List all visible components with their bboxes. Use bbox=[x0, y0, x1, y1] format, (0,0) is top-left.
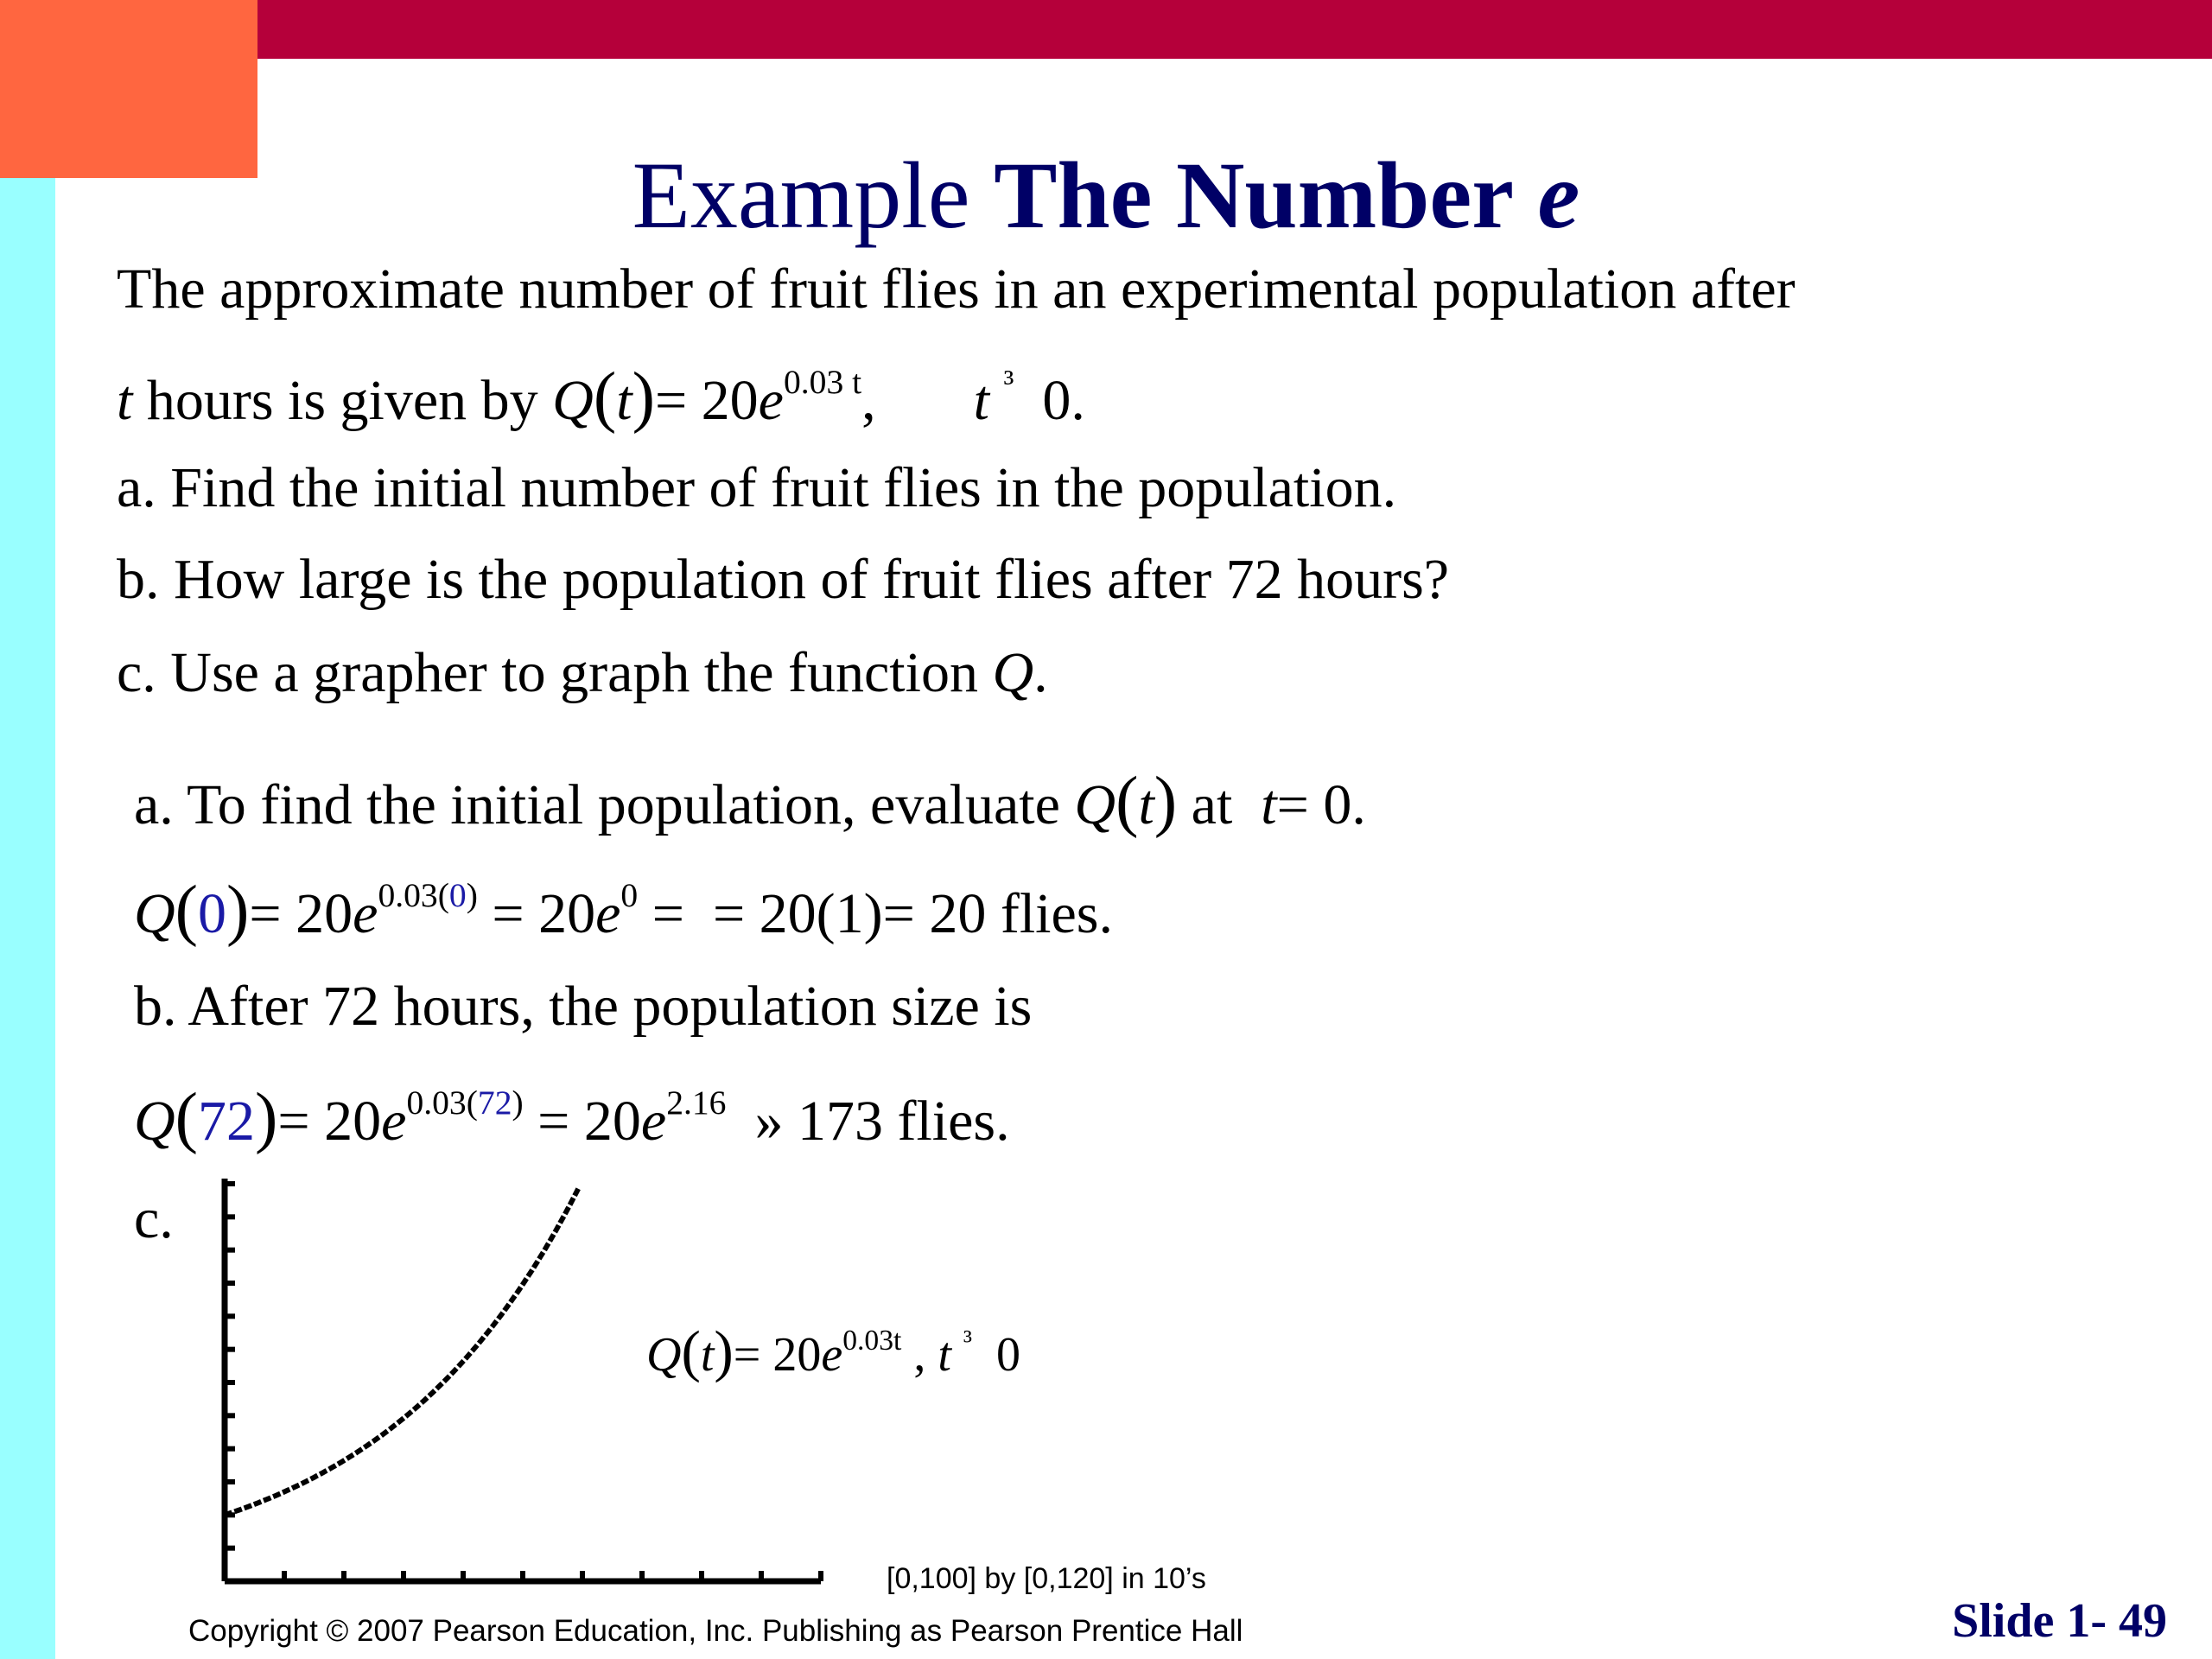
eq2-Q: Q bbox=[134, 1090, 175, 1153]
gl-zero: 0 bbox=[995, 1328, 1020, 1382]
solution-eq2: $Q(72)= 20e^{0.03(72)} = 20e^{2.16}$ » 173 flies. bbox=[134, 1079, 1010, 1155]
top-bar bbox=[0, 0, 2212, 59]
eq1-mid-exp: 0 bbox=[620, 876, 639, 914]
problem-intro-line1: The approximate number of fruit flies in an experimental population after bbox=[117, 257, 1796, 321]
exponent: 0.03 t bbox=[783, 363, 862, 401]
base-e: e bbox=[758, 369, 784, 432]
problem-c-end: . bbox=[1033, 641, 1048, 704]
title-italic: e bbox=[1537, 143, 1580, 248]
problem-c-var: Q bbox=[992, 641, 1034, 704]
solution-eq1: $Q(0)= 20e^{0.03(0)} = 20e^0$ = = 20(1)= 20 flies. bbox=[134, 872, 1113, 948]
sol-a-Q: Q bbox=[1074, 773, 1116, 836]
comma: , bbox=[861, 369, 876, 432]
title-bold: The Number bbox=[994, 143, 1515, 248]
gl-t2: t bbox=[938, 1328, 951, 1382]
eq1-e2: e bbox=[595, 882, 621, 945]
eq2-exp-arg: 72 bbox=[477, 1084, 512, 1122]
solution-a-intro: a. To find the initial population, evaluate Q(t) at t= 0. bbox=[134, 763, 1366, 839]
gl-e: e bbox=[821, 1328, 843, 1382]
func-Q: Q bbox=[552, 369, 594, 432]
sol-a-t2: t bbox=[1261, 773, 1277, 836]
eq2-mid-exp: 2.16 bbox=[666, 1084, 727, 1122]
solution-c-label: c. bbox=[134, 1187, 174, 1250]
copyright: Copyright © 2007 Pearson Education, Inc. Publishing as Pearson Prentice Hall bbox=[188, 1614, 1243, 1648]
gl-ge: ³ bbox=[963, 1325, 972, 1357]
solution-a-text: a. To find the initial population, evaluate bbox=[134, 773, 1075, 836]
eq1-exp-post: ) bbox=[466, 876, 478, 914]
gl-mid: = 20 bbox=[733, 1328, 822, 1382]
slide-title bbox=[0, 141, 2212, 251]
slide-number: Slide 1- 49 bbox=[1952, 1594, 2167, 1648]
eq2-approx: » bbox=[754, 1090, 784, 1153]
gl-comma: , bbox=[901, 1328, 938, 1382]
eq1-rest: = 20(1)= 20 flies. bbox=[712, 882, 1113, 945]
coef: 20 bbox=[701, 369, 759, 432]
func-arg: t bbox=[616, 369, 632, 432]
eq1-exp bbox=[378, 876, 477, 914]
var-t: t bbox=[117, 369, 133, 432]
ge-symbol: ³ bbox=[1003, 363, 1014, 401]
intro-text: hours is given by bbox=[132, 369, 553, 432]
graph-function-label: $Q(t)= 20e^{0.03t}$ , t $^{^3}$ 0 bbox=[646, 1319, 1020, 1383]
window-label: [0,100] by [0,120] in 10’s bbox=[887, 1562, 1206, 1595]
problem-intro-line2: t hours is given by $Q(t)= 20e^{0.03 t}$, t $^{^3}$ 0. bbox=[117, 359, 1085, 435]
graph-curve bbox=[225, 1186, 580, 1515]
eq2-e2: e bbox=[640, 1090, 667, 1153]
solution-b-intro: b. After 72 hours, the population size is bbox=[134, 975, 1033, 1038]
problem-c-text: c. Use a grapher to graph the function bbox=[117, 641, 993, 704]
eq2-arg: 72 bbox=[198, 1090, 256, 1153]
gl-exp: 0.03t bbox=[842, 1325, 902, 1357]
eq1-exp-arg: 0 bbox=[448, 876, 467, 914]
eq2-exp-pre: 0.03( bbox=[406, 1084, 478, 1122]
sol-a-at: at bbox=[1177, 773, 1247, 836]
var-t2: t bbox=[973, 369, 989, 432]
eq1-exp-pre: 0.03( bbox=[378, 876, 449, 914]
sol-a-t: t bbox=[1138, 773, 1154, 836]
problem-b: b. How large is the population of fruit flies after 72 hours? bbox=[117, 548, 1450, 611]
eq2-rest: 173 flies. bbox=[797, 1090, 1010, 1153]
problem-a: a. Find the initial number of fruit flies in the population. bbox=[117, 456, 1397, 519]
problem-c bbox=[117, 641, 1048, 704]
side-bar bbox=[0, 178, 55, 1659]
gl-t: t bbox=[700, 1328, 715, 1382]
eq1-e: e bbox=[353, 882, 378, 945]
zero: 0. bbox=[1042, 369, 1085, 432]
eq2-exp bbox=[406, 1084, 523, 1122]
eq2-e: e bbox=[381, 1090, 407, 1153]
eq1-arg: 0 bbox=[198, 882, 227, 945]
graph bbox=[204, 1175, 835, 1590]
eq2-exp-post: ) bbox=[512, 1084, 524, 1122]
title-plain: Example bbox=[632, 143, 970, 248]
sol-a-cond: = 0. bbox=[1276, 773, 1366, 836]
eq1-Q: Q bbox=[134, 882, 175, 945]
gl-Q: Q bbox=[646, 1328, 682, 1382]
